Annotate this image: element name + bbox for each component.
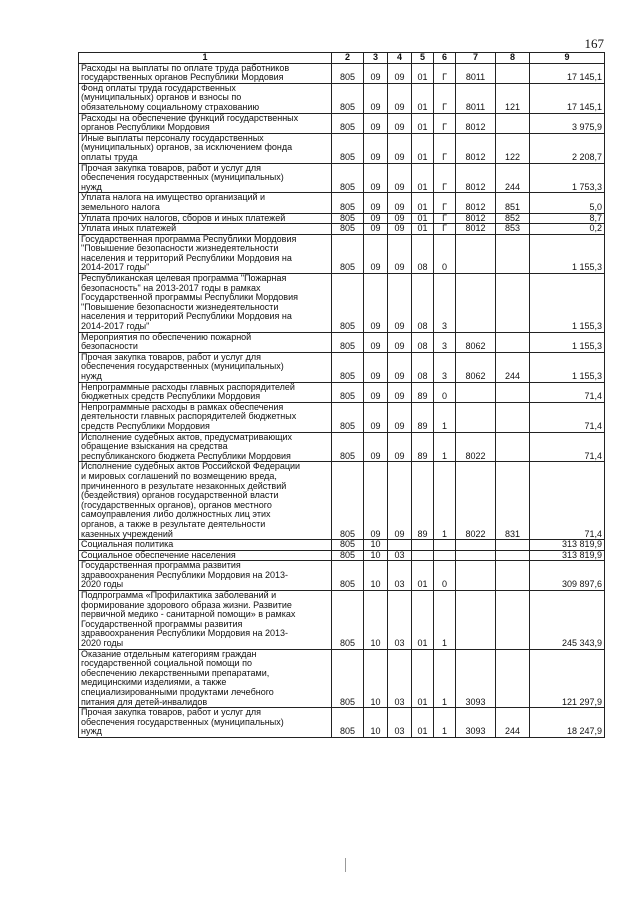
table-row: [79, 113, 605, 133]
type-code: 851: [496, 193, 530, 213]
subsection-code: 09: [388, 352, 412, 382]
expense-code: [456, 550, 496, 561]
amount: 18 247,9: [530, 708, 605, 738]
row-description: Фонд оплаты труда государственных (муниципальных) органов и взносы по обязательному социальному страхованию: [79, 83, 332, 113]
page-number: 167: [584, 36, 604, 51]
amount: 71,4: [530, 382, 605, 402]
margin-rule: [345, 858, 346, 872]
amount: 1 155,3: [530, 274, 605, 333]
row-description: Оказание отдельным категориям граждан государственной социальной помощи по обеспечению лекарственными препаратами, медицинскими изделиями, а также специализированными продуктами лечебного питания для детей-инвалидов: [79, 649, 332, 708]
subprogram-code: 3: [434, 332, 456, 352]
admin-code: 805: [332, 382, 364, 402]
amount: 8,7: [530, 213, 605, 224]
program-code: 01: [412, 63, 434, 83]
subprogram-code: [434, 540, 456, 551]
admin-code: 805: [332, 193, 364, 213]
amount: 313 819,9: [530, 540, 605, 551]
subprogram-code: Г: [434, 113, 456, 133]
expense-code: [456, 540, 496, 551]
table-row: [79, 352, 605, 382]
subprogram-code: Г: [434, 193, 456, 213]
subsection-code: 09: [388, 113, 412, 133]
expense-code: [456, 274, 496, 333]
table-row: [79, 213, 605, 224]
table-header-row: [79, 53, 605, 64]
amount: 1 753,3: [530, 163, 605, 193]
type-code: 831: [496, 462, 530, 540]
type-code: [496, 113, 530, 133]
row-description: Прочая закупка товаров, работ и услуг для обеспечения государственных (муниципальных) нужд: [79, 708, 332, 738]
subprogram-code: Г: [434, 83, 456, 113]
subsection-code: 09: [388, 163, 412, 193]
subsection-code: 09: [388, 224, 412, 235]
table-row: [79, 649, 605, 708]
subsection-code: 09: [388, 274, 412, 333]
subprogram-code: 1: [434, 649, 456, 708]
program-code: 08: [412, 234, 434, 273]
table-row: [79, 133, 605, 163]
amount: 1 155,3: [530, 332, 605, 352]
subsection-code: 09: [388, 332, 412, 352]
program-code: [412, 540, 434, 551]
section-code: 09: [364, 234, 388, 273]
type-code: [496, 432, 530, 462]
subprogram-code: Г: [434, 63, 456, 83]
amount: 309 897,6: [530, 561, 605, 591]
amount: 17 145,1: [530, 63, 605, 83]
admin-code: 805: [332, 708, 364, 738]
program-code: 01: [412, 193, 434, 213]
subprogram-code: 3: [434, 274, 456, 333]
program-code: 89: [412, 462, 434, 540]
table-row: [79, 382, 605, 402]
subprogram-code: 1: [434, 432, 456, 462]
admin-code: 805: [332, 352, 364, 382]
section-code: 09: [364, 402, 388, 432]
row-description: Исполнение судебных актов, предусматривающих обращение взыскания на средства республиканского бюджета Республики Мордовия: [79, 432, 332, 462]
type-code: 244: [496, 352, 530, 382]
expense-code: [456, 382, 496, 402]
subprogram-code: 3: [434, 352, 456, 382]
type-code: [496, 550, 530, 561]
row-description: Иные выплаты персоналу государственных (муниципальных) органов, за исключением фонда оплаты труда: [79, 133, 332, 163]
type-code: [496, 591, 530, 650]
program-code: 89: [412, 432, 434, 462]
table-row: [79, 550, 605, 561]
budget-table: [78, 52, 605, 738]
table-row: [79, 561, 605, 591]
program-code: 01: [412, 83, 434, 113]
subsection-code: 09: [388, 133, 412, 163]
subprogram-code: Г: [434, 224, 456, 235]
header-cell: 5: [412, 53, 434, 64]
admin-code: 805: [332, 234, 364, 273]
program-code: 01: [412, 708, 434, 738]
type-code: 122: [496, 133, 530, 163]
section-code: 09: [364, 113, 388, 133]
row-description: Уплата налога на имущество организаций и земельного налога: [79, 193, 332, 213]
type-code: [496, 382, 530, 402]
program-code: 01: [412, 133, 434, 163]
program-code: 08: [412, 274, 434, 333]
admin-code: 805: [332, 83, 364, 113]
admin-code: 805: [332, 163, 364, 193]
program-code: 01: [412, 113, 434, 133]
admin-code: 805: [332, 213, 364, 224]
admin-code: 805: [332, 63, 364, 83]
section-code: 09: [364, 193, 388, 213]
admin-code: 805: [332, 274, 364, 333]
table-row: [79, 462, 605, 540]
header-cell: 8: [496, 53, 530, 64]
header-cell: 3: [364, 53, 388, 64]
admin-code: 805: [332, 224, 364, 235]
table-row: [79, 591, 605, 650]
subsection-code: [388, 540, 412, 551]
expense-code: 8012: [456, 163, 496, 193]
row-description: Социальное обеспечение населения: [79, 550, 332, 561]
program-code: [412, 550, 434, 561]
program-code: 01: [412, 163, 434, 193]
admin-code: 805: [332, 540, 364, 551]
row-description: Расходы на выплаты по оплате труда работников государственных органов Республики Мордовия: [79, 63, 332, 83]
admin-code: 805: [332, 133, 364, 163]
section-code: 09: [364, 352, 388, 382]
expense-code: 8062: [456, 352, 496, 382]
type-code: [496, 234, 530, 273]
header-cell: 6: [434, 53, 456, 64]
table-row: [79, 708, 605, 738]
subprogram-code: 1: [434, 708, 456, 738]
header-cell: 2: [332, 53, 364, 64]
table-row: [79, 332, 605, 352]
expense-code: 8022: [456, 462, 496, 540]
subsection-code: 09: [388, 402, 412, 432]
expense-code: 8012: [456, 224, 496, 235]
type-code: [496, 332, 530, 352]
program-code: 08: [412, 332, 434, 352]
admin-code: 805: [332, 402, 364, 432]
program-code: 01: [412, 649, 434, 708]
expense-code: 8022: [456, 432, 496, 462]
row-description: Непрограммные расходы главных распорядителей бюджетных средств Республики Мордовия: [79, 382, 332, 402]
subprogram-code: 0: [434, 561, 456, 591]
row-description: Уплата прочих налогов, сборов и иных платежей: [79, 213, 332, 224]
subprogram-code: Г: [434, 163, 456, 193]
program-code: 89: [412, 382, 434, 402]
type-code: 244: [496, 708, 530, 738]
row-description: Непрограммные расходы в рамках обеспечения деятельности главных распорядителей бюджетных средств Республики Мордовия: [79, 402, 332, 432]
program-code: 89: [412, 402, 434, 432]
amount: 1 155,3: [530, 352, 605, 382]
amount: 17 145,1: [530, 83, 605, 113]
amount: 71,4: [530, 432, 605, 462]
section-code: 09: [364, 332, 388, 352]
expense-code: [456, 402, 496, 432]
program-code: 01: [412, 213, 434, 224]
admin-code: 805: [332, 591, 364, 650]
admin-code: 805: [332, 561, 364, 591]
program-code: 01: [412, 591, 434, 650]
row-description: Мероприятия по обеспечению пожарной безопасности: [79, 332, 332, 352]
section-code: 09: [364, 462, 388, 540]
table-row: [79, 432, 605, 462]
section-code: 10: [364, 540, 388, 551]
section-code: 10: [364, 591, 388, 650]
section-code: 10: [364, 550, 388, 561]
section-code: 10: [364, 561, 388, 591]
amount: 71,4: [530, 402, 605, 432]
row-description: Подпрограмма «Профилактика заболеваний и формирование здорового образа жизни. Развитие первичной медико - санитарной помощи» в рамках Государственной программы развития здравоохранения Республики Мордовия на 2013- 2020 годы: [79, 591, 332, 650]
expense-code: [456, 591, 496, 650]
amount: 313 819,9: [530, 550, 605, 561]
expense-code: 3093: [456, 649, 496, 708]
expense-code: [456, 234, 496, 273]
program-code: 01: [412, 561, 434, 591]
expense-code: 8011: [456, 83, 496, 113]
amount: 245 343,9: [530, 591, 605, 650]
subprogram-code: 0: [434, 234, 456, 273]
table-row: [79, 83, 605, 113]
table-row: [79, 193, 605, 213]
row-description: Государственная программа Республики Мордовия "Повышение безопасности жизнедеятельности населения и территорий Республики Мордовия на 2014-2017 годы": [79, 234, 332, 273]
admin-code: 805: [332, 332, 364, 352]
row-description: Государственная программа развития здравоохранения Республики Мордовия на 2013- 2020 годы: [79, 561, 332, 591]
table-row: [79, 224, 605, 235]
subprogram-code: Г: [434, 213, 456, 224]
type-code: 853: [496, 224, 530, 235]
section-code: 10: [364, 649, 388, 708]
type-code: 852: [496, 213, 530, 224]
section-code: 09: [364, 224, 388, 235]
header-cell: 7: [456, 53, 496, 64]
expense-code: 8012: [456, 133, 496, 163]
subprogram-code: [434, 550, 456, 561]
row-description: Социальная политика: [79, 540, 332, 551]
section-code: 09: [364, 274, 388, 333]
expense-code: 8012: [456, 193, 496, 213]
subprogram-code: 0: [434, 382, 456, 402]
table-row: [79, 274, 605, 333]
subsection-code: 03: [388, 649, 412, 708]
expense-code: 8012: [456, 213, 496, 224]
section-code: 09: [364, 83, 388, 113]
subsection-code: 09: [388, 83, 412, 113]
admin-code: 805: [332, 462, 364, 540]
admin-code: 805: [332, 550, 364, 561]
table-row: [79, 402, 605, 432]
section-code: 09: [364, 213, 388, 224]
row-description: Расходы на обеспечение функций государственных органов Республики Мордовия: [79, 113, 332, 133]
subsection-code: 09: [388, 213, 412, 224]
section-code: 10: [364, 708, 388, 738]
subsection-code: 03: [388, 708, 412, 738]
subsection-code: 09: [388, 193, 412, 213]
amount: 0,2: [530, 224, 605, 235]
header-cell: 9: [530, 53, 605, 64]
subsection-code: 03: [388, 561, 412, 591]
table-row: [79, 163, 605, 193]
expense-code: [456, 561, 496, 591]
section-code: 09: [364, 163, 388, 193]
row-description: Уплата иных платежей: [79, 224, 332, 235]
subprogram-code: 1: [434, 402, 456, 432]
table-row: [79, 63, 605, 83]
expense-code: 8062: [456, 332, 496, 352]
type-code: [496, 63, 530, 83]
expense-code: 8012: [456, 113, 496, 133]
subsection-code: 09: [388, 462, 412, 540]
subsection-code: 03: [388, 591, 412, 650]
type-code: [496, 402, 530, 432]
section-code: 09: [364, 382, 388, 402]
section-code: 09: [364, 63, 388, 83]
row-description: Республиканская целевая программа "Пожарная безопасность" на 2013-2017 годы в рамках Государственной программы Республики Мордовия "Повышение безопасности жизнедеятельности населения и территорий Республики Мордовия на 2014-2017 годы": [79, 274, 332, 333]
table-row: [79, 540, 605, 551]
amount: 5,0: [530, 193, 605, 213]
row-description: Исполнение судебных актов Российской Федерации и мировых соглашений по возмещению вреда, причиненного в результате незаконных действий (бездействия) органов государственной власти (государственных органов), органов местного самоуправления либо должностных лиц этих органов, а также в результате деятельности казенных учреждений: [79, 462, 332, 540]
header-cell: 1: [79, 53, 332, 64]
admin-code: 805: [332, 649, 364, 708]
admin-code: 805: [332, 432, 364, 462]
amount: 1 155,3: [530, 234, 605, 273]
admin-code: 805: [332, 113, 364, 133]
program-code: 01: [412, 224, 434, 235]
amount: 2 208,7: [530, 133, 605, 163]
subprogram-code: 1: [434, 462, 456, 540]
row-description: Прочая закупка товаров, работ и услуг для обеспечения государственных (муниципальных) нужд: [79, 352, 332, 382]
type-code: [496, 561, 530, 591]
type-code: [496, 274, 530, 333]
subprogram-code: Г: [434, 133, 456, 163]
expense-code: 8011: [456, 63, 496, 83]
amount: 3 975,9: [530, 113, 605, 133]
row-description: Прочая закупка товаров, работ и услуг для обеспечения государственных (муниципальных) нужд: [79, 163, 332, 193]
expense-code: 3093: [456, 708, 496, 738]
subsection-code: 09: [388, 234, 412, 273]
section-code: 09: [364, 133, 388, 163]
header-cell: 4: [388, 53, 412, 64]
subsection-code: 09: [388, 63, 412, 83]
subsection-code: 09: [388, 432, 412, 462]
program-code: 08: [412, 352, 434, 382]
amount: 71,4: [530, 462, 605, 540]
amount: 121 297,9: [530, 649, 605, 708]
type-code: 121: [496, 83, 530, 113]
subsection-code: 03: [388, 550, 412, 561]
section-code: 09: [364, 432, 388, 462]
type-code: 244: [496, 163, 530, 193]
subprogram-code: 1: [434, 591, 456, 650]
table-row: [79, 234, 605, 273]
type-code: [496, 649, 530, 708]
type-code: [496, 540, 530, 551]
subsection-code: 09: [388, 382, 412, 402]
